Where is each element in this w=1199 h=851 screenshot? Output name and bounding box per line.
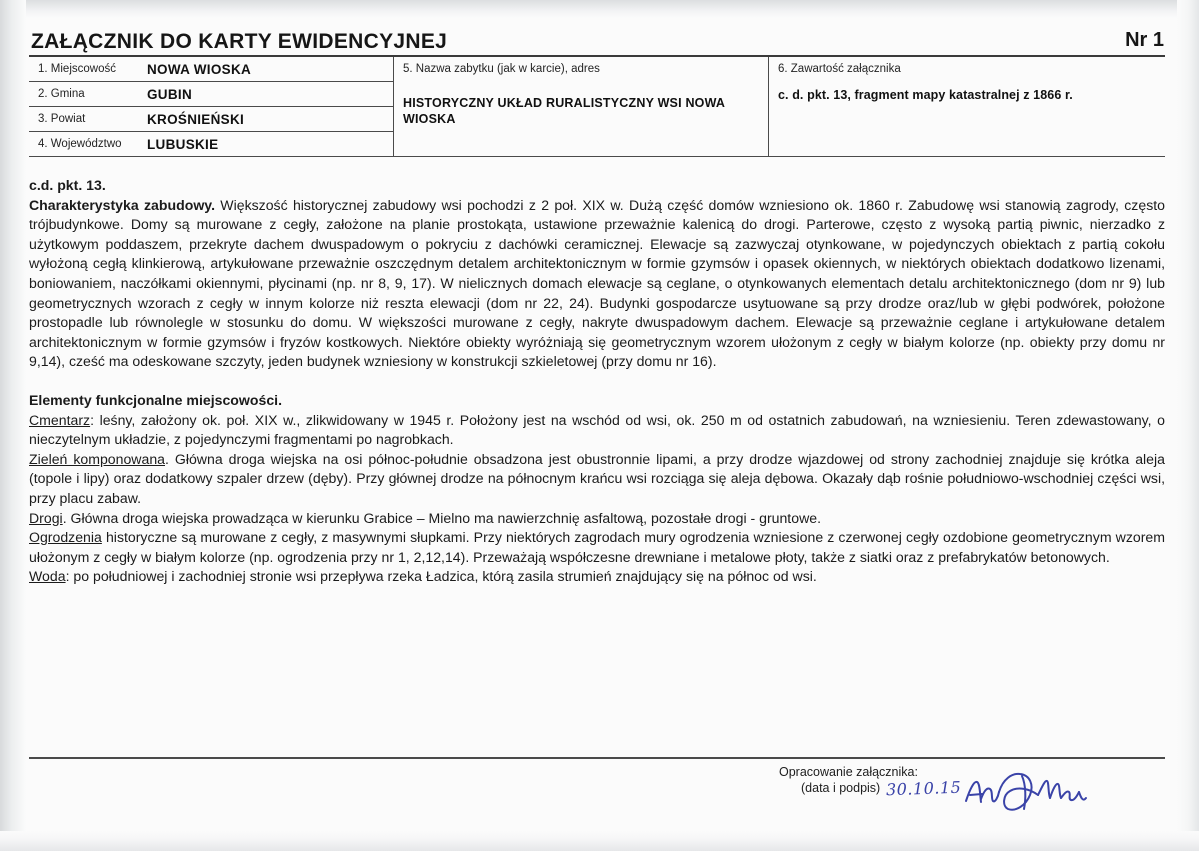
document-body	[29, 176, 1165, 587]
header-info-table	[29, 57, 1165, 157]
field-label-miejscowosc: 1. Miejscowość	[38, 63, 116, 75]
paragraph-spacer	[29, 372, 1165, 391]
field-label-gmina: 2. Gmina	[38, 88, 85, 100]
term-cmentarz: Cmentarz	[29, 411, 91, 428]
field-value-powiat: KROŚNIEŃSKI	[147, 111, 245, 127]
table-row	[29, 57, 393, 82]
term-woda: Woda	[29, 568, 66, 585]
paragraph-ogrodzenia	[29, 528, 1165, 567]
signature-date: 30.10.15	[885, 777, 962, 800]
buildings-text: Większość historycznej zabudowy wsi pochodzi z 2 poł. XIX w. Dużą część domów wzniesiono ok. 1860 r. Zabudowę wsi stanowią zagrody, często trójbudynkowe. Domy są murowane z cegły, założone na planie prostokąta, ustawione przeważnie kalenicą do drogi. Parterowe, często z wysoką partią piwnic, nierzadko z użytkowym poddaszem, przekryte dachem dwuspadowym o pokryciu z dachówki ceramicznej. Elewacje są zazwyczaj otynkowane, w pojedynczych obiektach z partią cokołu wyłożoną cegłą klinkierową, artykułowane przeważnie oszczędnym detalem architektonicznym w formie gzymsów i opasek okiennych, w niektórych obiektach dodatkowo lizenami, boniowaniem, naczółkami okiennymi, płycinami (np. nr 8, 9, 17). W nielicznych domach elewacje są ceglane, o otynkowanych elementach detalu architektonicznego (dom nr 9) lub geometrycznych wzorach z cegły w innym kolorze niż reszta elewacji (dom nr 22, 24). Budynki gospodarcze usytuowane są przy drodze oraz/lub w głębi podwórek, położone prostopadle lub równolegle w stosunku do domu. W większości murowane z cegły, nakryte dwuspadowym dachem. Elewacje są przeważnie ceglane i artykułowane detalem architektonicznym w formie gzymsów i fryzów kostkowych. Niektóre obiekty wyróżniają się geometrycznym wzorem ułożonym z cegły w białym kolorze (np. obiekty przy domu nr 9,14), cześć ma odeskowane szczyty, jeden budynek wzniesiony w konstrukcji szkieletowej (przy domu nr 16).	[29, 196, 1165, 370]
field-label-zawartosc: 6. Zawartość załącznika	[778, 63, 901, 75]
text-cmentarz: : leśny, założony ok. poł. XIX w., zlikwidowany w 1945 r. Położony jest na wschód od wsi, ok. 250 m od ostatnich zabudowań, na wzniesieniu. Teren zdewastowany, o nieczytelnym układzie, z pojedynczymi fragmentami po nagrobkach.	[29, 411, 1165, 448]
signature-area	[886, 773, 1116, 819]
term-zielen-komponowana: Zieleń komponowana	[29, 450, 166, 467]
paragraph-cmentarz	[29, 411, 1165, 450]
field-label-powiat: 3. Powiat	[38, 113, 86, 125]
header-right-column	[769, 57, 1165, 157]
footer-line-opracowanie: Opracowanie załącznika:	[779, 765, 918, 779]
header-middle-column	[394, 57, 768, 157]
term-drogi: Drogi	[29, 509, 63, 526]
scan-edge-left	[0, 0, 26, 851]
field-value-wojewodztwo: LUBUSKIE	[147, 136, 219, 152]
scan-edge-right	[1177, 0, 1199, 851]
term-ogrodzenia: Ogrodzenia	[29, 529, 102, 546]
header-left-column	[29, 57, 393, 157]
text-ogrodzenia: historyczne są murowane z cegły, z masywnymi słupkami. Przy niektórych zagrodach mury ogrodzenia wzniesione z czerwonej cegły ozdobione geometrycznym wzorem ułożonym z cegły w białym kolorze (np. ogrodzenia przy nr 1, 2,12,14). Przeważają współczesne drewniane i metalowe płoty, także z siatki oraz z prefabrykatów betonowych.	[29, 529, 1165, 565]
table-row	[29, 82, 393, 107]
field-label-nazwa-zabytku: 5. Nazwa zabytku (jak w karcie), adres	[403, 63, 600, 75]
paragraph-drogi	[29, 509, 1165, 529]
text-zielen-komponowana: . Główna droga wiejska na osi północ-południe obsadzona jest obustronnie lipami, a przy drodze wjazdowej od strony zachodniej znajduje się krótka aleja (topole i lipy) oraz dodatkowy szpaler drzew (dęby). Przy głównej drodze na północnym krańcu wsi rozciąga się aleja dębowa. Okazały dąb rośnie południowo-wschodniej części wsi, przy placu zabaw.	[29, 450, 1165, 506]
field-value-zawartosc: c. d. pkt. 13, fragment mapy katastralnej z 1866 r.	[778, 88, 1073, 102]
functional-elements-heading: Elementy funkcjonalne miejscowości.	[29, 391, 282, 408]
scan-edge-top	[0, 0, 1199, 18]
field-label-wojewodztwo: 4. Województwo	[38, 138, 122, 150]
footer-divider	[29, 757, 1165, 759]
text-drogi: . Główna droga wiejska prowadząca w kierunku Grabice – Mielno ma nawierzchnię asfaltową, pozostałe drogi - gruntowe.	[62, 509, 821, 526]
field-value-gmina: GUBIN	[147, 86, 192, 102]
section-reference: c.d. pkt. 13.	[29, 177, 106, 193]
scan-edge-bottom	[0, 831, 1199, 851]
handwritten-signature-icon	[960, 765, 1110, 817]
footer-line-data-podpis: (data i podpis)	[801, 781, 881, 795]
table-row	[29, 107, 393, 132]
text-woda: : po południowej i zachodniej stronie wsi przepływa rzeka Ładzica, którą zasila strumień znajdujący się na północ od wsi.	[65, 568, 817, 585]
paragraph-woda	[29, 567, 1165, 587]
page-title: ZAŁĄCZNIK DO KARTY EWIDENCYJNEJ	[31, 30, 448, 53]
attachment-number: Nr 1	[1125, 29, 1164, 51]
field-value-miejscowosc: NOWA WIOSKA	[147, 61, 252, 77]
table-row	[29, 132, 393, 157]
buildings-heading: Charakterystyka zabudowy.	[29, 196, 215, 213]
paragraph-buildings	[29, 196, 1165, 372]
paragraph-zielen	[29, 450, 1165, 509]
field-value-nazwa-zabytku: HISTORYCZNY UKŁAD RURALISTYCZNY WSI NOWA WIOSKA	[403, 96, 725, 126]
